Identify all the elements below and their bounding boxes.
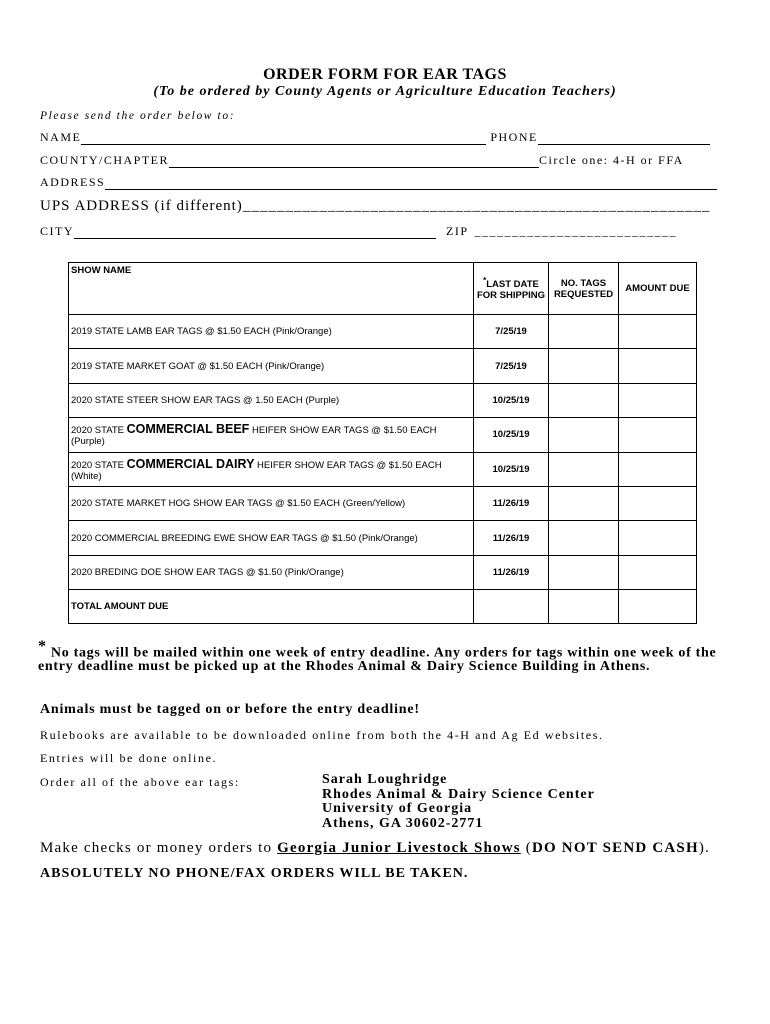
rulebooks-note: Rulebooks are available to be downloaded online from both the 4-H and Ag Ed websites. [40, 728, 604, 742]
total-label: TOTAL AMOUNT DUE [69, 590, 474, 624]
amount-due-cell[interactable] [619, 521, 697, 555]
payee-name: Georgia Junior Livestock Shows [277, 840, 521, 856]
amount-due-header: AMOUNT DUE [619, 263, 697, 315]
no-tags-header [549, 263, 619, 315]
tags-requested-cell[interactable] [549, 486, 619, 520]
table-row [69, 418, 697, 452]
table-row [69, 521, 697, 555]
total-row [69, 590, 697, 624]
tags-requested-cell[interactable] [549, 555, 619, 589]
show-name-cell [69, 486, 474, 520]
address-line-2: Rhodes Animal & Dairy Science Center [322, 786, 595, 802]
table-header-row [69, 263, 697, 315]
last-date-header [474, 263, 549, 315]
name-field[interactable] [81, 132, 486, 145]
for-shipping-label: FOR SHIPPING [476, 290, 546, 302]
ear-tag-order-table [68, 262, 697, 624]
tags-requested-cell[interactable] [549, 383, 619, 417]
last-date-label: LAST DATE [486, 279, 539, 291]
mailing-address [322, 773, 595, 831]
amount-due-cell[interactable] [619, 555, 697, 589]
show-name-emphasis: COMMERCIAL BEEF [126, 422, 250, 437]
order-all-note: Order all of the above ear tags: [40, 775, 240, 789]
zip-field[interactable]: ___________________________ [474, 224, 677, 238]
paren-close: ). [698, 840, 710, 856]
last-date-cell: 11/26/19 [474, 521, 549, 555]
show-name-text: 2020 STATE STEER SHOW EAR TAGS @ 1.50 EACH (Purple) [71, 394, 340, 406]
tagging-deadline-note: Animals must be tagged on or before the entry deadline! [40, 702, 420, 717]
no-phone-fax-orders: ABSOLUTELY NO PHONE/FAX ORDERS WILL BE TAKEN. [40, 866, 469, 881]
circle-one-text: Circle one: 4-H or FFA [539, 153, 684, 167]
show-name-suffix: HEIFER SHOW EAR TAGS @ $1.50 EACH (Purple) [71, 425, 437, 448]
table-row [69, 315, 697, 349]
note-text: No tags will be mailed within one week of entry deadline. Any orders for tags within one week of the entry deadline must be picked up at the Rhodes Animal & Dairy Science Building in Athens. [38, 645, 717, 674]
show-name-text: 2020 STATE MARKET HOG SHOW EAR TAGS @ $1.50 EACH (Green/Yellow) [71, 498, 406, 510]
city-field[interactable] [74, 226, 436, 239]
ups-field[interactable]: _______________________________________________________ [242, 198, 711, 214]
address-field[interactable] [105, 177, 717, 190]
last-date-cell: 11/26/19 [474, 486, 549, 520]
show-name-cell [69, 315, 474, 349]
amount-due-cell[interactable] [619, 383, 697, 417]
amount-due-cell[interactable] [619, 452, 697, 486]
amount-due-cell[interactable] [619, 315, 697, 349]
payment-instructions [40, 840, 710, 857]
table-row [69, 555, 697, 589]
show-name-header: SHOW NAME [69, 263, 474, 315]
show-name-text: 2020 BREDING DOE SHOW EAR TAGS @ $1.50 (Pink/Orange) [71, 566, 344, 578]
table-row [69, 349, 697, 383]
county-row [40, 153, 684, 168]
address-line-3: University of Georgia [322, 801, 473, 816]
ups-address-row [40, 198, 710, 215]
address-label: ADDRESS [40, 175, 106, 189]
show-name-cell [69, 521, 474, 555]
no-tags-label: NO. TAGS [560, 277, 607, 289]
note-asterisk: * [38, 638, 47, 655]
show-name-text: 2020 STATE [71, 425, 127, 437]
amount-due-cell[interactable] [619, 349, 697, 383]
requested-label: REQUESTED [553, 288, 614, 300]
total-amount-cell[interactable] [619, 590, 697, 624]
zip-label: ZIP [446, 224, 469, 238]
name-phone-row [40, 130, 710, 145]
ups-label: UPS ADDRESS (if different) [40, 198, 243, 214]
tags-requested-cell[interactable] [549, 349, 619, 383]
city-zip-row [40, 224, 677, 239]
last-date-cell: 11/26/19 [474, 555, 549, 589]
show-name-text: 2020 STATE [71, 459, 127, 471]
last-date-cell: 10/25/19 [474, 383, 549, 417]
county-label: COUNTY/CHAPTER [40, 153, 170, 167]
show-name-cell [69, 418, 474, 452]
amount-due-cell[interactable] [619, 418, 697, 452]
show-name-emphasis: COMMERCIAL DAIRY [126, 456, 255, 471]
show-name-cell [69, 383, 474, 417]
name-label: NAME [40, 130, 82, 144]
table-row [69, 486, 697, 520]
form-subtitle: (To be ordered by County Agents or Agriculture Education Teachers) [153, 84, 617, 99]
phone-field[interactable] [538, 132, 710, 145]
tags-requested-cell[interactable] [549, 452, 619, 486]
last-date-cell: 7/25/19 [474, 315, 549, 349]
tags-requested-cell[interactable] [549, 521, 619, 555]
show-name-suffix: HEIFER SHOW EAR TAGS @ $1.50 EACH (White) [71, 459, 442, 482]
address-line-4: Athens, GA 30602-2771 [322, 815, 484, 831]
table-row [69, 383, 697, 417]
city-label: CITY [40, 224, 74, 238]
total-date-cell [474, 590, 549, 624]
address-line-1: Sarah Loughridge [322, 772, 448, 787]
show-name-cell [69, 349, 474, 383]
send-instructions: Please send the order below to: [40, 110, 236, 122]
shipping-note [38, 640, 728, 673]
header-asterisk: * [483, 275, 487, 285]
no-cash-warning: DO NOT SEND CASH [531, 840, 699, 856]
last-date-cell: 10/25/19 [474, 452, 549, 486]
total-tags-cell[interactable] [549, 590, 619, 624]
show-name-cell [69, 555, 474, 589]
phone-label: PHONE [490, 130, 538, 144]
entries-note: Entries will be done online. [40, 751, 218, 765]
show-name-text: 2019 STATE LAMB EAR TAGS @ $1.50 EACH (Pink/Orange) [71, 326, 332, 338]
last-date-cell: 10/25/19 [474, 418, 549, 452]
form-title: ORDER FORM FOR EAR TAGS [263, 66, 507, 83]
tags-requested-cell[interactable] [549, 315, 619, 349]
last-date-cell: 7/25/19 [474, 349, 549, 383]
amount-due-cell[interactable] [619, 486, 697, 520]
address-row [40, 175, 717, 190]
paren-open: ( [520, 840, 532, 856]
show-name-cell [69, 452, 474, 486]
table-row [69, 452, 697, 486]
payment-text: Make checks or money orders to [40, 840, 278, 856]
show-name-text: 2019 STATE MARKET GOAT @ $1.50 EACH (Pink/Orange) [71, 360, 325, 372]
county-field[interactable] [169, 155, 539, 168]
show-name-text: 2020 COMMERCIAL BREEDING EWE SHOW EAR TAGS @ $1.50 (Pink/Orange) [71, 532, 418, 544]
tags-requested-cell[interactable] [549, 418, 619, 452]
